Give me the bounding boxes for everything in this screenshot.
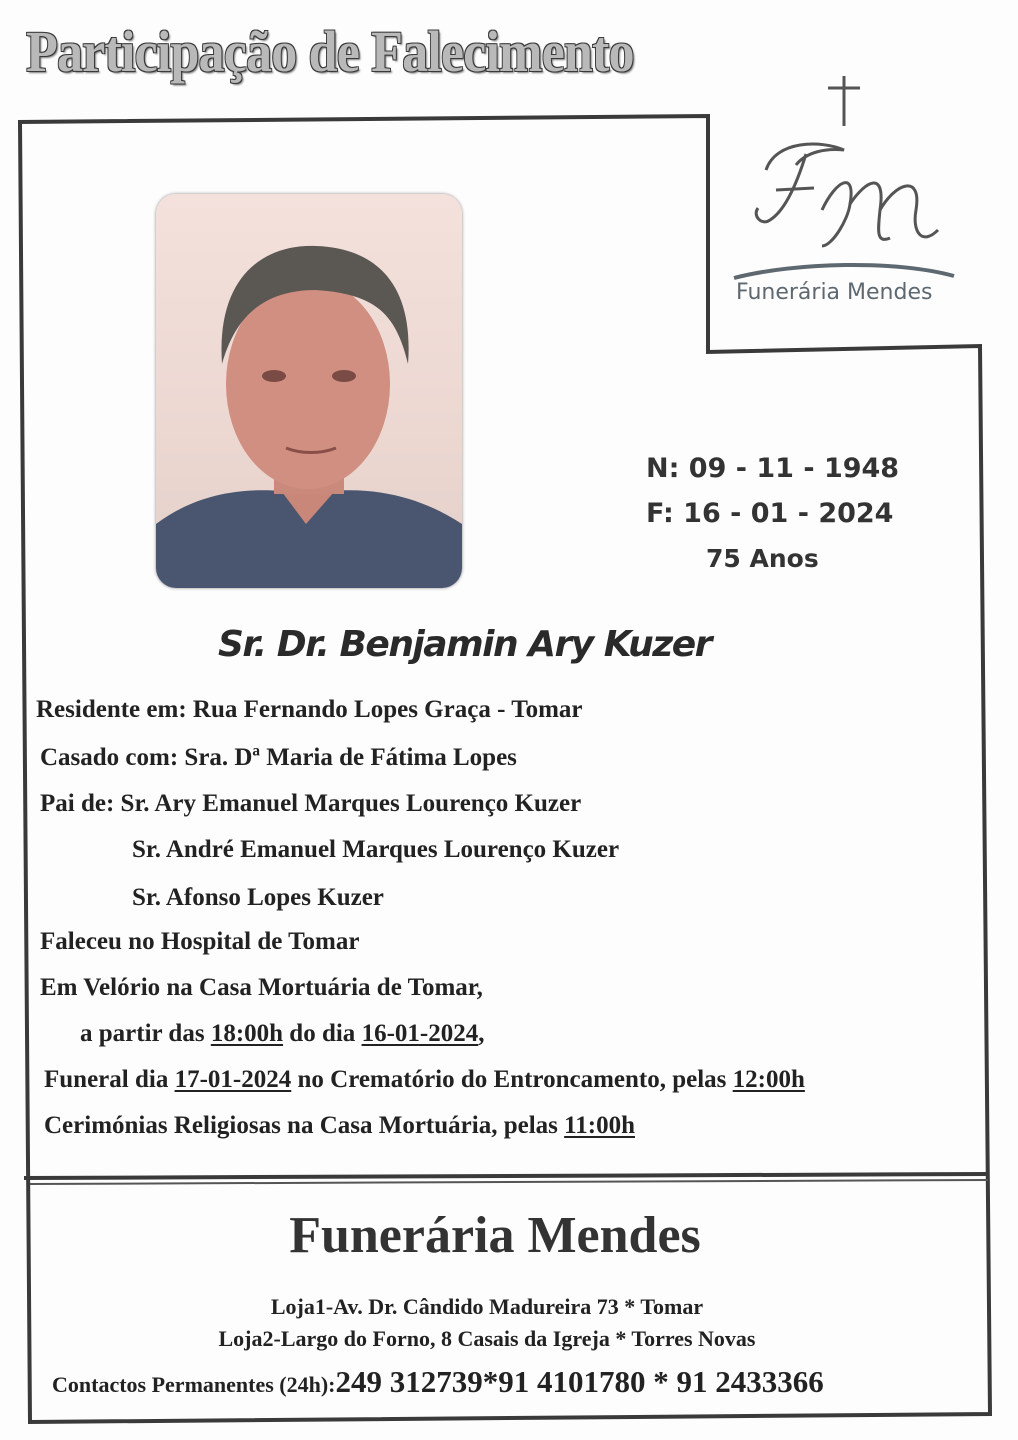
footer-divider [24, 1174, 988, 1178]
funeral-line: Funeral dia 17-01-2024 no Crematório do Entroncamento, pelas 12:00h [44, 1066, 805, 1093]
children-line-2: Sr. André Emanuel Marques Lourenço Kuzer [132, 836, 620, 863]
store-2-address: Loja2-Largo do Forno, 8 Casais da Igreja * Torres Novas [218, 1326, 756, 1351]
death-date: F: 16 - 01 - 2024 [646, 498, 894, 529]
contacts-line [52, 1364, 824, 1400]
wake-time-line: a partir das 18:00h do dia 16-01-2024, [80, 1020, 485, 1047]
wake-time: 18:00h [210, 1020, 284, 1047]
wake-line: Em Velório na Casa Mortuária de Tomar, [40, 974, 483, 1001]
dates-block [646, 446, 906, 581]
footer-company-name: Funerária Mendes [289, 1207, 701, 1264]
birth-date: N: 09 - 11 - 1948 [646, 453, 900, 484]
store-1-address: Loja1-Av. Dr. Cândido Madureira 73 * Tomar [270, 1294, 704, 1319]
children-line-3: Sr. Afonso Lopes Kuzer [132, 884, 384, 911]
fm-monogram-icon [756, 144, 938, 246]
residence-line: Residente em: Rua Fernando Lopes Graça - Tomar [36, 696, 583, 723]
funeral-date: 17-01-2024 [174, 1066, 292, 1093]
funeral-time: 12:00h [732, 1066, 805, 1093]
children-line-1: Pai de: Sr. Ary Emanuel Marques Lourenço Kuzer [40, 790, 582, 817]
contacts-label: Contactos Permanentes (24h): [52, 1372, 336, 1397]
ceremony-time: 11:00h [564, 1112, 635, 1139]
ceremony-line: Cerimónias Religiosas na Casa Mortuária, pelas 11:00h [44, 1112, 635, 1139]
logo-company-name: Funerária Mendes [736, 280, 933, 305]
page-title: Participação de Falecimento [26, 19, 634, 84]
deceased-name: Sr. Dr. Benjamin Ary Kuzer [218, 624, 711, 665]
contacts-numbers: 249 312739*91 4101780 * 91 2433366 [335, 1364, 824, 1399]
spouse-line: Casado com: Sra. Dª Maria de Fátima Lopes [40, 744, 517, 771]
portrait-photo [156, 194, 462, 588]
wake-date: 16-01-2024 [361, 1020, 479, 1047]
age: 75 Anos [706, 544, 819, 573]
death-place-line: Faleceu no Hospital de Tomar [40, 928, 360, 955]
